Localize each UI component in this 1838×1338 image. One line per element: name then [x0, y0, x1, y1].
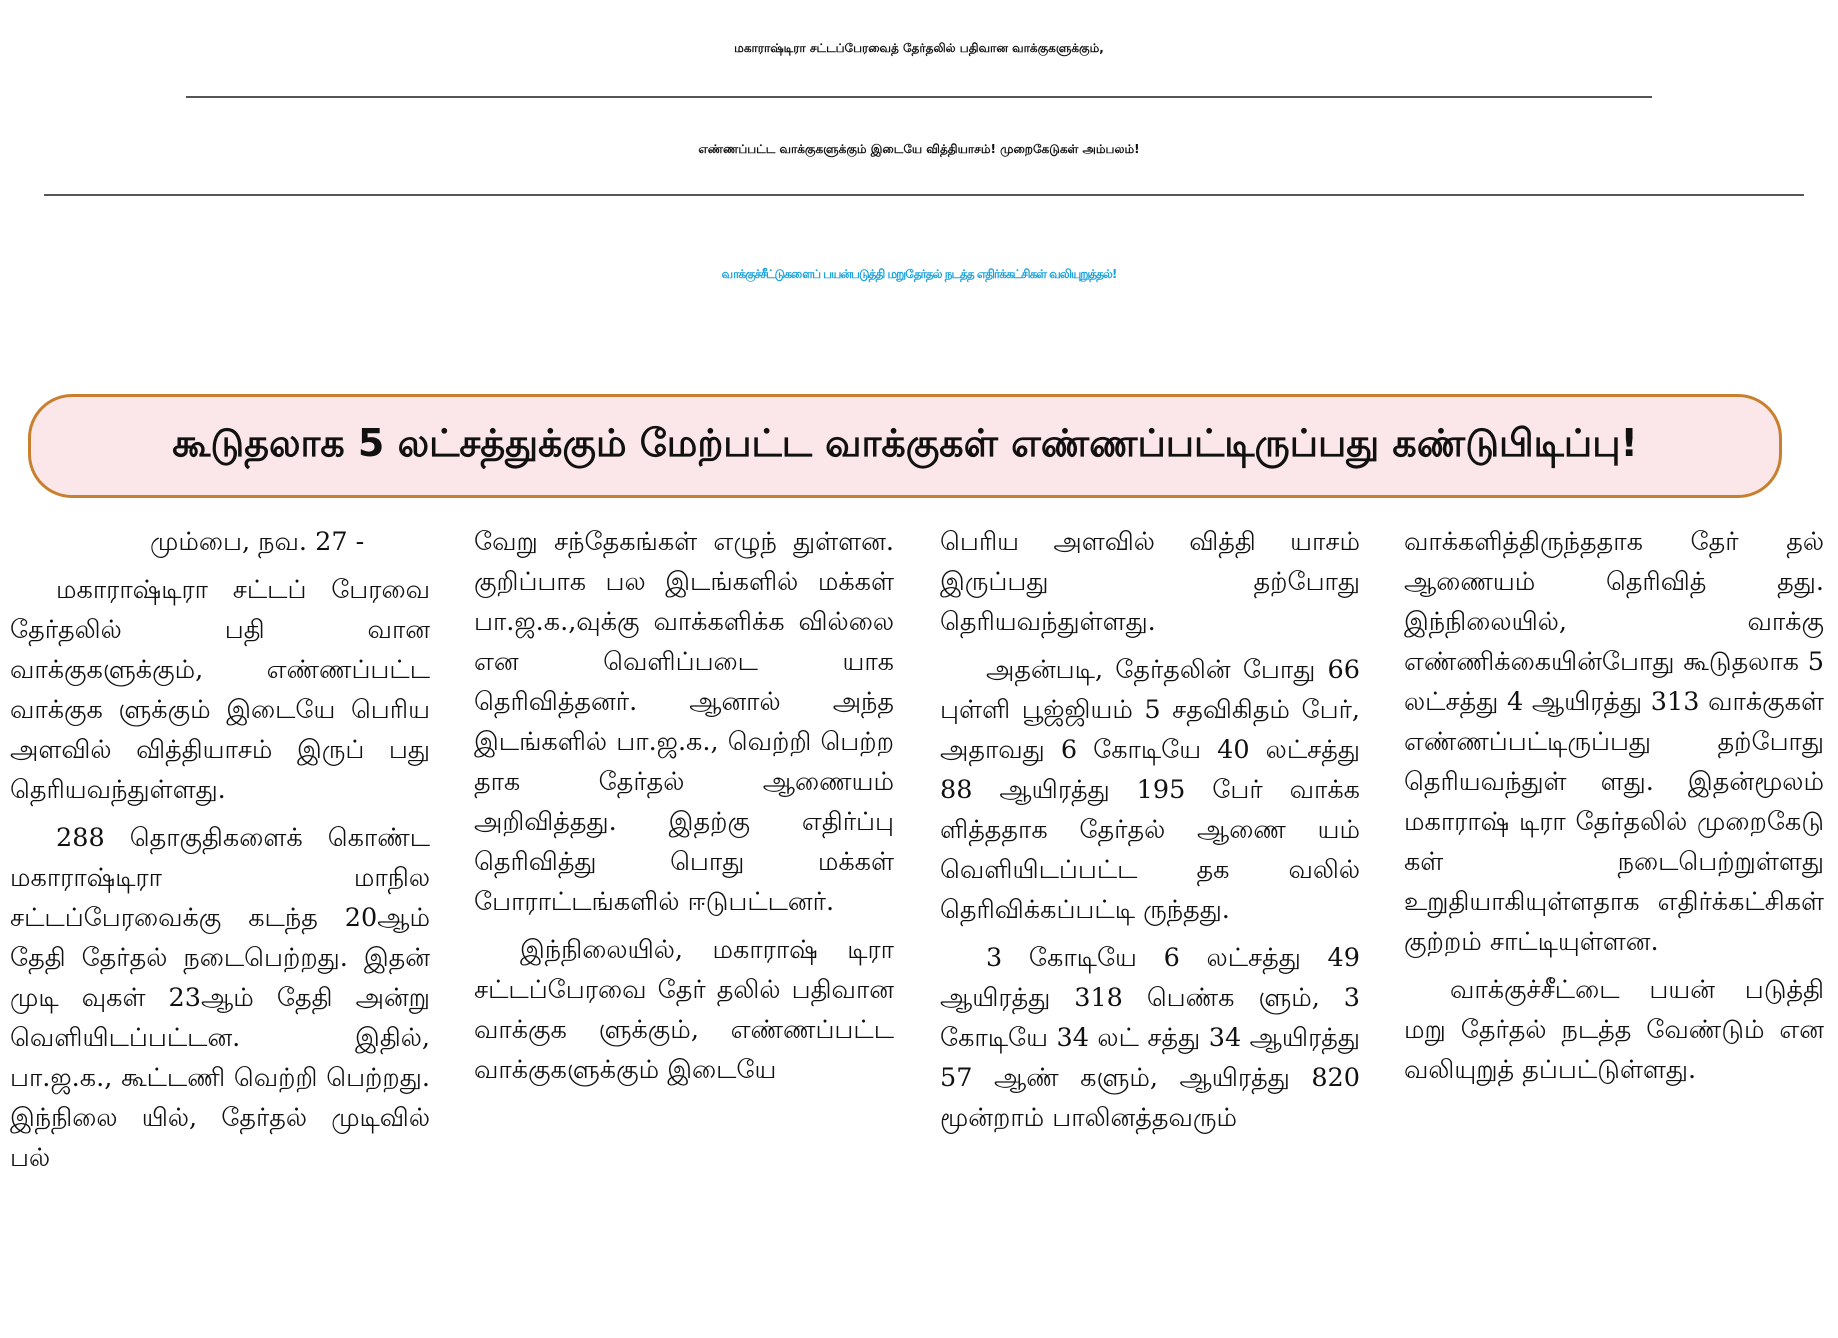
article-paragraph: வாக்குச்சீட்டை பயன் படுத்தி மறு தேர்தல் நடத்த வேண்டும் என வலியுறுத் தப்பட்டுள்ளது.: [1404, 975, 1824, 1085]
headline-divider-top: [186, 96, 1652, 98]
article-column-2: [474, 522, 894, 1322]
article-dateline: மும்பை, நவ. 27 -: [150, 527, 365, 557]
article-paragraph: இந்நிலையில், மகாராஷ் டிரா சட்டப்பேரவை தேர் தலில் பதிவான வாக்குக ளுக்கும், எண்ணப்பட்ட வாக்குகளுக்கும் இடையே: [474, 935, 894, 1085]
subheadline: கூடுதலாக 5 லட்சத்துக்கும் மேற்பட்ட வாக்குகள் எண்ணப்பட்டிருப்பது கண்டுபிடிப்பு!: [172, 421, 1638, 465]
article-paragraph: 3 கோடியே 6 லட்சத்து 49 ஆயிரத்து 318 பெண்க ளும், 3 கோடியே 34 லட் சத்து 34 ஆயிரத்து 57 ஆண் களும், ஆயிரத்து 820 மூன்றாம் பாலினத்தவரும்: [940, 943, 1360, 1133]
article-paragraph: வாக்களித்திருந்ததாக தேர் தல் ஆணையம் தெரிவித் தது. இந்நிலையில், வாக்கு எண்ணிக்கையின்போது கூடுதலாக 5 லட்சத்து 4 ஆயிரத்து 313 வாக்குகள் எண்ணப்பட்டிருப்பது தற்போது தெரியவந்துள் ளது. இதன்மூலம் மகாராஷ் டிரா தேர்தலில் முறைகேடு கள் நடைபெற்றுள்ளது உறுதியாகியுள்ளதாக எதிர்க்கட்சிகள் குற்றம் சாட்டியுள்ளன.: [1404, 527, 1824, 957]
subheadline-box: [28, 394, 1782, 498]
headline-line-1: மகாராஷ்டிரா சட்டப்பேரவைத் தேர்தலில் பதிவான வாக்குகளுக்கும்,: [734, 41, 1104, 55]
article-paragraph: பெரிய அளவில் வித்தி யாசம் இருப்பது தற்போது தெரியவந்துள்ளது.: [940, 527, 1360, 637]
article-paragraph: மகாராஷ்டிரா சட்டப் பேரவை தேர்தலில் பதி வான வாக்குகளுக்கும், எண்ணப்பட்ட வாக்குக ளுக்கும் இடையே பெரிய அளவில் வித்தியாசம் இருப் பது தெரியவந்துள்ளது.: [10, 575, 430, 805]
article-paragraph: 288 தொகுதிகளைக் கொண்ட மகாராஷ்டிரா மாநில சட்டப்பேரவைக்கு கடந்த 20ஆம் தேதி தேர்தல் நடைபெற்றது. இதன் முடி வுகள் 23ஆம் தேதி அன்று வெளியிடப்பட்டன. இதில், பா.ஜ.க., கூட்டணி வெற்றி பெற்றது. இந்நிலை யில், தேர்தல் முடிவில் பல்: [10, 823, 430, 1173]
article-column-3: [940, 522, 1360, 1322]
article-column-1: [10, 522, 430, 1322]
article-column-4: [1404, 522, 1824, 1322]
article-paragraph: அதன்படி, தேர்தலின் போது 66 புள்ளி பூஜ்ஜியம் 5 சதவிகிதம் பேர், அதாவது 6 கோடியே 40 லட்சத்து 88 ஆயிரத்து 195 பேர் வாக்க ளித்ததாக தேர்தல் ஆணை யம் வெளியிடப்பட்ட தக வலில் தெரிவிக்கப்பட்டி ருந்தது.: [940, 655, 1360, 925]
main-headline: வாக்குச்சீட்டுகளைப் பயன்படுத்தி மறுதேர்தல் நடத்த எதிர்க்கட்சிகள் வலியுறுத்தல்!: [721, 267, 1117, 281]
headline-line-2: எண்ணப்பட்ட வாக்குகளுக்கும் இடையே வித்தியாசம்! முறைகேடுகள் அம்பலம்!: [698, 142, 1140, 156]
article-paragraph: வேறு சந்தேகங்கள் எழுந் துள்ளன. குறிப்பாக பல இடங்களில் மக்கள் பா.ஜ.க.,வுக்கு வாக்களிக்க வில்லை என வெளிப்படை யாக தெரிவித்தனர். ஆனால் அந்த இடங்களில் பா.ஜ.க., வெற்றி பெற்ற தாக தேர்தல் ஆணையம் அறிவித்தது. இதற்கு எதிர்ப்பு தெரிவித்து பொது மக்கள் போராட்டங்களில் ஈடுபட்டனர்.: [474, 527, 894, 917]
headline-divider-bottom: [44, 194, 1804, 196]
